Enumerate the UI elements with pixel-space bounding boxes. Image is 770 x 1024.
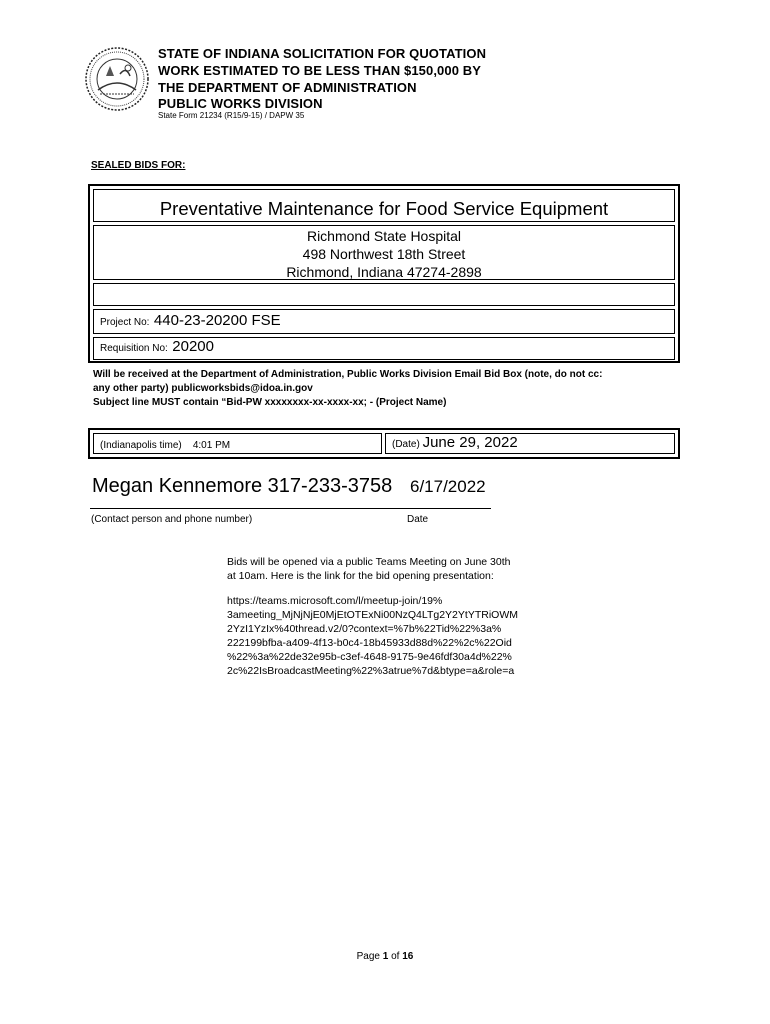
signature-line — [90, 508, 491, 509]
link-line[interactable]: 3ameeting_MjNjNjE0MjEtOTExNi00NzQ4LTg2Y2YtYTRiOWM — [227, 609, 518, 621]
requisition-number-label: Requisition No: — [100, 343, 168, 354]
address-line: Richmond State Hospital — [306, 228, 462, 244]
requisition-number-row — [93, 337, 675, 360]
address-line: 498 Northwest 18th Street — [302, 246, 466, 262]
page-footer — [0, 951, 770, 962]
requisition-number-field — [100, 338, 214, 356]
project-title-row — [93, 189, 675, 222]
form-identifier: State Form 21234 (R15/9-15) / DAPW 35 — [158, 111, 305, 120]
page-total: 16 — [402, 951, 414, 962]
project-number-label: Project No: — [100, 317, 150, 328]
page-number: 1 — [382, 951, 389, 962]
bid-opening-info — [227, 555, 557, 583]
contact-date-label: Date — [407, 514, 429, 525]
project-address-row — [93, 225, 675, 280]
deadline-box — [88, 428, 680, 459]
project-number-row — [93, 309, 675, 334]
deadline-date-value: June 29, 2022 — [422, 434, 518, 451]
link-line[interactable]: 2c%22IsBroadcastMeeting%22%3atrue%7d&btype=a&role=a — [227, 665, 515, 677]
address-line: Richmond, Indiana 47274-2898 — [286, 264, 482, 280]
blank-row — [93, 283, 675, 306]
contact-person-phone: Megan Kennemore 317-233-3758 — [92, 475, 393, 497]
deadline-date-cell — [385, 433, 675, 454]
project-number-value: 440-23-20200 FSE — [153, 312, 281, 329]
header-title-line: STATE OF INDIANA SOLICITATION FOR QUOTATION — [158, 46, 487, 61]
project-info-box — [88, 184, 680, 363]
contact-date: 6/17/2022 — [410, 477, 486, 496]
header-title-line: PUBLIC WORKS DIVISION — [158, 96, 323, 111]
project-title: Preventative Maintenance for Food Service Equipment — [159, 198, 609, 219]
header-title-line: THE DEPARTMENT OF ADMINISTRATION — [158, 80, 417, 95]
sealed-bids-label: SEALED BIDS FOR: — [91, 160, 186, 171]
link-line[interactable]: https://teams.microsoft.com/l/meetup-join/19% — [227, 595, 443, 607]
submission-notice-line: Will be received at the Department of Administration, Public Works Division Email Bid Box (note, do not cc: — [93, 369, 603, 380]
link-line[interactable]: %22%3a%22de32e95b-c3ef-4648-9175-9e46fdf30a4d%22% — [227, 651, 512, 663]
page-of: of — [391, 951, 400, 962]
deadline-time-value: 4:01 PM — [192, 440, 231, 451]
bid-opening-line: Bids will be opened via a public Teams Meeting on June 30th — [227, 556, 511, 568]
page-prefix: Page — [356, 951, 380, 962]
deadline-time-cell — [93, 433, 382, 454]
bid-opening-line: at 10am. Here is the link for the bid opening presentation: — [227, 570, 494, 582]
header-title-line: WORK ESTIMATED TO BE LESS THAN $150,000 BY — [158, 63, 482, 78]
link-line[interactable]: 222199bfba-a409-4f13-b0c4-18b45933d88d%22%2c%22Oid — [227, 637, 512, 649]
link-line[interactable]: 2YzI1YzIx%40thread.v2/0?context=%7b%22Tid%22%3a% — [227, 623, 502, 635]
submission-notice-subject: Subject line MUST contain “Bid-PW xxxxxxxx-xx-xxxx-xx; - (Project Name) — [93, 397, 447, 408]
state-seal-logo — [84, 46, 150, 112]
requisition-number-value: 20200 — [172, 338, 214, 355]
project-number-field — [100, 312, 281, 330]
deadline-date-label: (Date) — [392, 439, 420, 450]
contact-person-label: (Contact person and phone number) — [91, 514, 253, 525]
teams-meeting-link[interactable] — [227, 594, 557, 678]
submission-notice-email: any other party) publicworksbids@idoa.in.gov — [93, 383, 313, 394]
deadline-time-label: (Indianapolis time) — [100, 440, 182, 451]
